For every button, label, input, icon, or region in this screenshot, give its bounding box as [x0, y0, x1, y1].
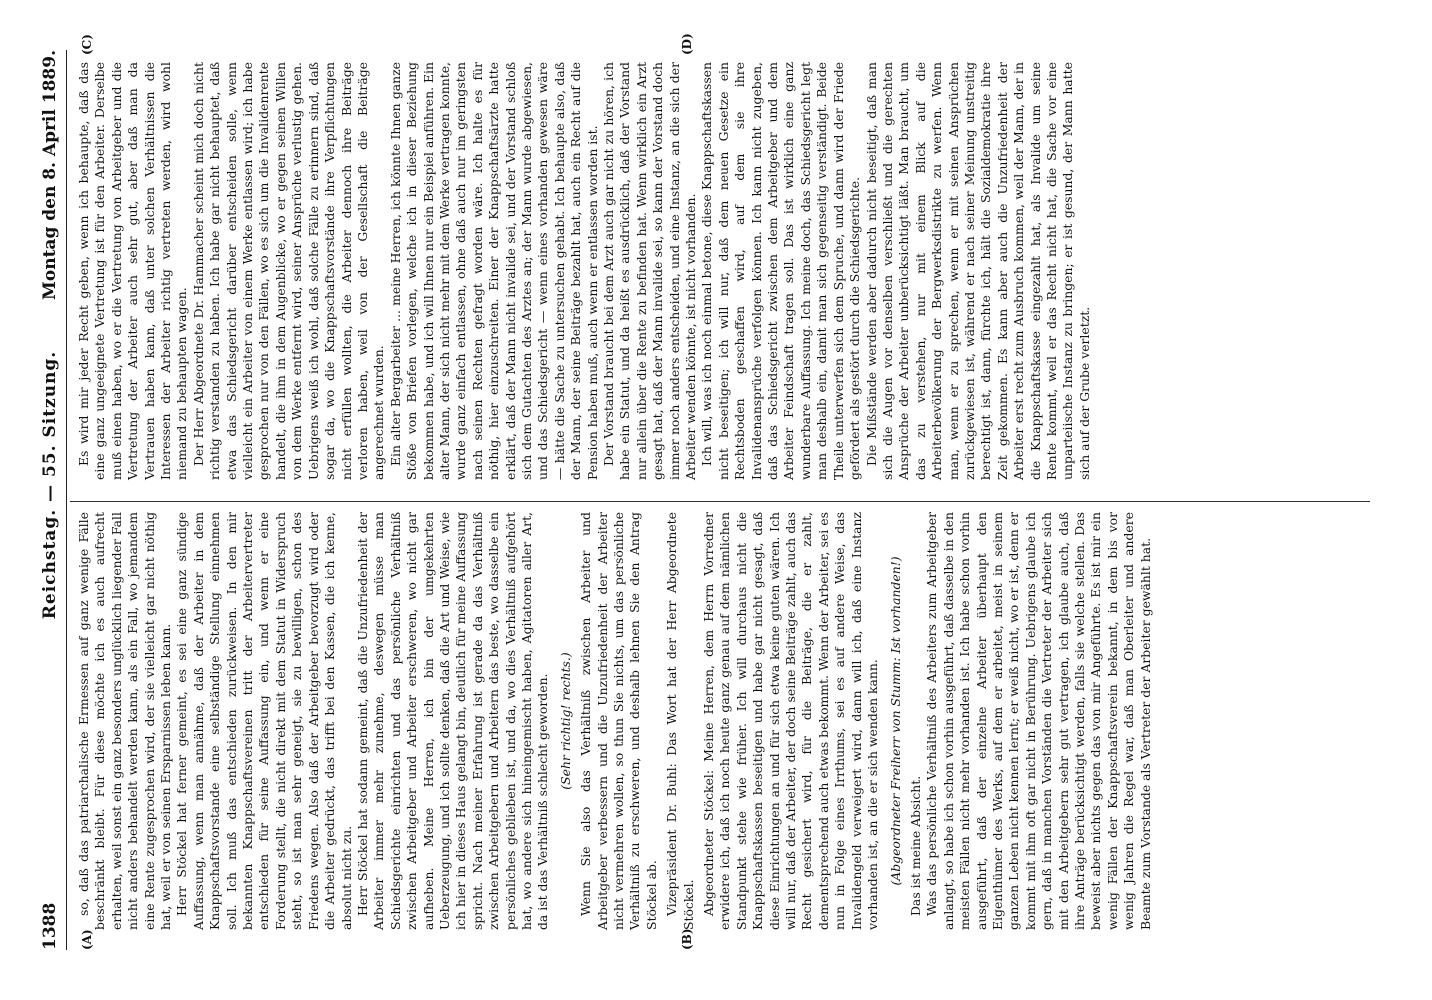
- paragraph: Ein alter Bergarbeiter ... meine Herren, ich könnte Ihnen ganze Stöße von Briefen vorlegen, welche ich in dieser Beziehung bekommen habe, und ich will Ihnen nur ein Beispiel anführen. Ein alter Mann, der sich nicht mehr mit dem Werke vertragen konnte, wurde ganz einfach entlassen, ohne daß auch nur im geringsten nach seinen Rechten gefragt worden wäre. Ich halte es für nöthig, hier einzuschreiten. Einer der Knappschaftsärzte hatte erklärt, daß der Mann nicht invalide sei, und der Vorstand schloß sich dem Gutachten des Arztes an; der Mann wurde abgewiesen, und das Schiedsgericht — wenn eines vorhanden gewesen wäre — hätte die Sache zu untersuchen gehabt. Ich behaupte also, daß der Mann, der seine Beiträge bezahlt hat, auch ein Recht auf die Pension haben muß, auch wenn er entlassen worden ist.: [387, 62, 600, 480]
- left-column: [76, 512, 1154, 930]
- session-date: Montag den 8. April 1889.: [40, 50, 60, 300]
- paragraph: Ich will, was ich noch einmal betone, diese Knappschaftskassen nicht beseitigen; ich will nur, daß dem neuen Gesetze ein Rechtsboden geschaffen wird, auf dem sie ihre Invalidenansprüche verfolgen können. Ich kann nicht zugeben, daß das Schiedsgericht zwischen dem Arbeitgeber und dem Arbeiter Feindschaft tragen soll. Das ist wirklich eine ganz wunderbare Auffassung. Ich meine doch, das Schiedsgericht legt man deshalb ein, damit man sich gegenseitig verständigt. Beide Theile unterwerfen sich dem Spruche, und dann wird der Friede gefördert als gestört durch die Schiedsgerichte.: [699, 62, 863, 480]
- right-column: [76, 62, 1093, 480]
- column-separator: [70, 501, 1370, 502]
- paragraph: so, daß das patriarchalische Ermessen auf ganz wenige Fälle beschränkt bleibt. Für diese möchte ich es auch aufrecht erhalten, weil sonst ein ganz besonders unglücklich liegender Fall nicht anders behandelt werden kann, als ein Fall, wo jemandem eine Rente zugesprochen wird, der sie vielleicht gar nicht nöthig hat, weil er von seinen Ersparnissen leben kann.: [76, 512, 174, 930]
- margin-marker-a: (A): [80, 929, 94, 950]
- speaker-paragraph: Abgeordneter Stöckel: Meine Herren, dem Herrn Vorredner erwidere ich, daß ich noch heute ganz genau auf dem nämlichen Standpunkt stehe wie früher. Ich will durchaus nicht die Knappschaftskassen beseitigen und habe gar nicht gesagt, daß diese Einrichtungen an und für sich etwa keine guten wären. Ich will nur, daß der Arbeiter, der doch seine Beiträge zahlt, auch das Recht gesichert wird, für die Beiträge, die er zahlt, dementsprechend auch etwas bekommt. Wenn der Arbeiter, sei es nun in Folge eines Irrthums, sei es auf andere Weise, das Invalidengeld verweigert wird, dann will ich, daß eine Instanz vorhanden ist, an die er sich wenden kann.: [701, 512, 881, 930]
- header-rule: [66, 50, 67, 950]
- interjection: (Abgeordneter Freiherr von Stumm: Ist vorhanden!): [887, 556, 903, 886]
- speaker-paragraph: Vizepräsident Dr. Buhl: Das Wort hat der Herr Abgeordnete Stöckel.: [664, 512, 696, 930]
- paragraph: Was das persönliche Verhältniß des Arbeiters zum Arbeitgeber anlangt, so habe ich schon vorhin ausgeführt, daß dasselbe in den meisten Fällen nicht mehr vorhanden ist. Ich habe schon vorhin ausgeführt, daß der einzelne Arbeiter überhaupt den Eigenthümer des Werks, auf dem er arbeitet, meist in seinem ganzen Leben nicht kennen lernt; er weiß nicht, wo er ist, denn er kommt mit ihm oft gar nicht in Berührung. Uebrigens glaube ich gern, daß in manchen Vorständen die Vertreter der Arbeiter sich mit den Arbeitgebern sehr gut vertragen, ich glaube auch, daß ihre Anträge berücksichtigt werden, falls sie welche stellen. Das beweist aber nichts gegen das von mir Angeführte. Es ist mir ein wenig Fällen der Knappschaftsverein bekannt, in dem bis vor wenig Jahren die Regel war, daß man Oberleiter und andere Beamte zum Vorstande als Vertreter der Arbeiter gewählt hat.: [924, 512, 1153, 930]
- page-title: Reichstag. — 55. Sitzung.: [40, 350, 60, 620]
- paragraph: Der Herr Abgeordnete Dr. Hammacher scheint mich doch nicht richtig verstanden zu haben. Ich habe gar nicht behauptet, daß etwa das Schiedsgericht darüber entscheiden solle, wenn vielleicht ein Arbeiter von einem Werke entlassen wird; ich habe gesprochen nur von den Fällen, wo es sich um die Invalidenrente handelt, die ihm in dem Augenblicke, wo er gegen seinen Willen von dem Werke entfernt wird, seiner Ansprüche verlustig gehen. Uebrigens weiß ich wohl, daß solche Fälle zu erinnern sind, daß sogar da, wo die Knappschaftsvorstände ihre Verpflichtungen nicht erfüllen wollten, die Arbeiter dennoch ihre Beiträge verloren haben, weil von der Gesellschaft die Beiträge angerechnet wurden.: [190, 62, 387, 480]
- paragraph: Herr Stöckel hat sodann gemeint, daß die Unzufriedenheit der Arbeiter immer mehr zunehme, deswegen müsse man Schiedsgerichte einrichten und das persönliche Verhältniß zwischen Arbeitgeber und Arbeiter erschweren, wo nicht gar aufheben. Meine Herren, ich bin der umgekehrten Ueberzeugung, und ich sollte denken, daß die Art und Weise, wie ich hier in dieses Haus gelangt bin, deutlich für meine Auffassung spricht. Nach meiner Erfahrung ist gerade da das Verhältniß zwischen Arbeitgebern und Arbeitern das beste, wo dasselbe ein persönliches geblieben ist, und da, wo dies Verhältniß aufgehört hat, wo andere sich hineingemischt haben, Agitatoren aller Art, da ist das Verhältniß schlecht geworden.: [354, 512, 551, 930]
- margin-marker-d: (D): [680, 33, 694, 55]
- interjection: (Sehr richtig! rechts.): [557, 652, 573, 790]
- margin-marker-c: (C): [80, 34, 94, 55]
- paragraph: Herr Stöckel hat ferner gemeint, es sei eine ganz sündige Auffassung, wenn man annähme, daß der Arbeiter in dem Knappschaftsvorstande eine selbständige Stellung einnehmen soll. Ich muß das entschieden zurückweisen. In den mir bekannten Knappschaftsvereinen tritt der Arbeitervertreter entschieden für seine Auffassung ein, und wenn er eine Forderung stellt, die nicht direkt mit dem Statut in Widerspruch steht, so ist man sehr geneigt, sie zu bewilligen, schon des Friedens wegen. Also daß der Arbeitgeber bevorzugt wird oder die Arbeiter gedrückt, das trifft bei den Kassen, die ich kenne, absolut nicht zu.: [174, 512, 354, 930]
- paragraph: Es wird mir jeder Recht geben, wenn ich behaupte, daß das eine ganz ungeeignete Vertretung ist für den Arbeiter. Derselbe muß einen haben, wo er die Vertretung von Arbeitgeber und die Vertretung der Arbeiter auch sehr gut, aber daß man da Vertrauen haben kann, daß unter solchen Verhältnissen die Interessen der Arbeiter richtig vertreten werden, wird wohl niemand zu behaupten wagen.: [76, 62, 190, 480]
- page-number: 1388: [40, 902, 60, 950]
- paragraph: Die Mißstände werden aber dadurch nicht beseitigt, daß man sich die Augen vor denselben verschließt und die gerechten Ansprüche der Arbeiter unberücksichtigt läßt. Man braucht, um das zu verstehen, nur mit einem Blick auf die Arbeiterbevölkerung der Bergwerksdistrikte zu werfen. Wenn man, wenn er zu sprechen, wenn er mit seinen Ansprüchen zurückgewiesen ist, während er nach seiner Meinung unstreitig berechtigt ist, dann, fürchte ich, hält die Sozialdemokratie ihre Zeit gekommen. Es kann aber auch die Unzufriedenheit der Arbeiter erst recht zum Ausbruch kommen, weil der Mann, der in die Knappschaftskasse eingezahlt hat, als Invalide um seine Rente kommt, weil er das Recht nicht hat, die Sache vor eine unparteiische Instanz zu bringen; er ist gesund, der Mann hatte sich auf der Grube verletzt.: [863, 62, 1092, 480]
- margin-marker-b: (B): [680, 928, 694, 950]
- paragraph: Der Vorstand braucht bei dem Arzt auch gar nicht zu hören, ich habe ein Statut, und da heißt es ausdrücklich, daß der Vorstand nur allein über die Rente zu befinden hat. Wenn wirklich ein Arzt gesagt hat, daß der Mann invalide sei, so kann der Vorstand doch immer noch anders entscheiden, und eine Instanz, an die sich der Arbeiter wenden könnte, ist nicht vorhanden.: [601, 62, 699, 480]
- paragraph: Das ist meine Absicht.: [907, 775, 923, 916]
- page-header: [40, 50, 64, 950]
- paragraph: Wenn Sie also das Verhältniß zwischen Arbeiter und Arbeitgeber verbessern und die Unzufriedenheit der Arbeiter nicht vermehren wollen, so thun Sie nichts, um das persönliche Verhältniß zu erschweren, und deshalb lehnen Sie den Antrag Stöckel ab.: [578, 512, 659, 930]
